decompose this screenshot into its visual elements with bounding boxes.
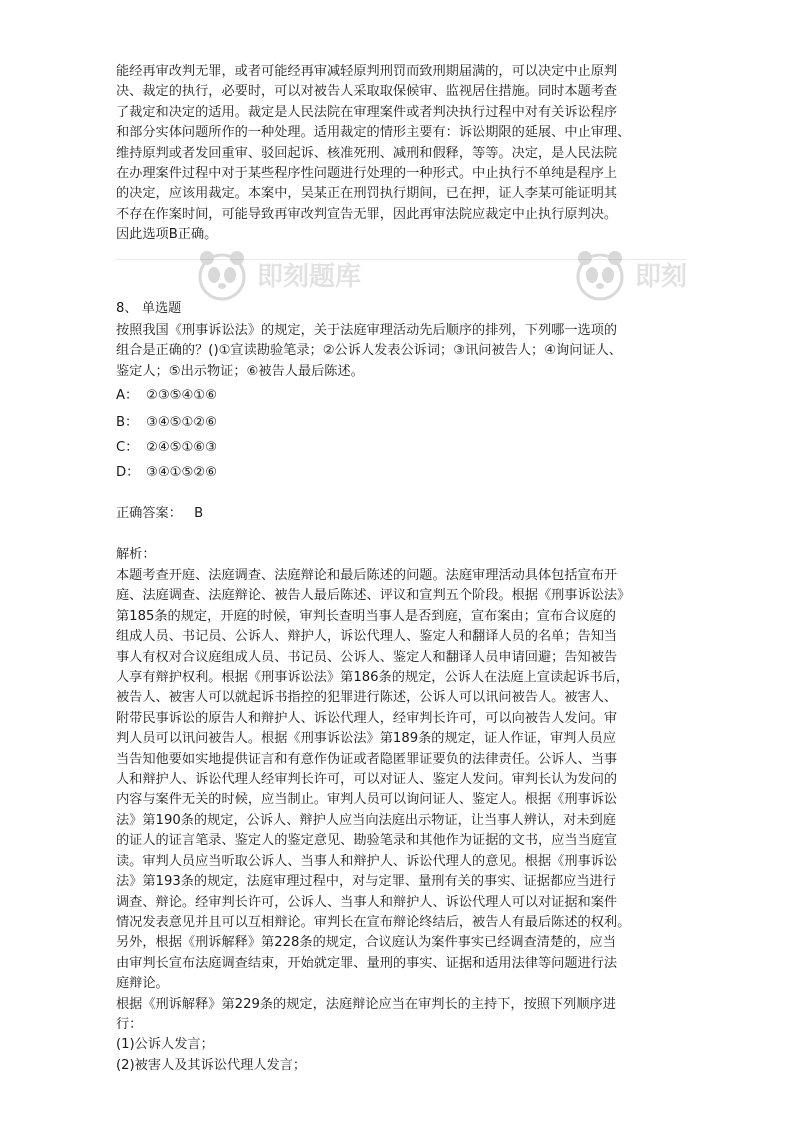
option-c-value: ②④⑤①⑥③ [146,440,217,455]
correct-answer-label: 正确答案： [116,506,182,521]
text-line: 庭辩论。 [116,976,169,992]
text-line: 维持原判或者发回重审、驳回起诉、核准死刑、减刑和假释，等等。决定，是人民法院 [116,145,618,161]
text-line: 决、裁定的执行，必要时，可以对被告人采取取保候审、监视居住措施。同时本题考查 [116,84,618,100]
text-line: 事人有权对合议庭组成人员、书记员、公诉人、鉴定人和翻译人员申请回避；告知被告 [116,649,618,665]
stem-line: 按照我国《刑事诉讼法》的规定，关于法庭审理活动先后顺序的排列，下列哪一选项的 [116,323,618,338]
text-line: 根据《刑诉解释》第229条的规定，法庭辩论应当在审判长的主持下，按照下列顺序进 [116,996,616,1012]
option-d[interactable] [116,461,217,480]
text-line: (1)公诉人发言； [116,1037,214,1053]
text-line: 的证人的证言笔录、鉴定人的鉴定意见、勘验笔录和其他作为证据的文书，应当当庭宣 [116,833,618,849]
text-line: 在办理案件过程中对于某些程序性问题进行处理的一种形式。中止执行不单纯是程序上 [116,166,618,182]
text-line: 不存在作案时间，可能导致再审改判宣告无罪，因此再审法院应裁定中止执行原判决。 [116,206,618,222]
option-a-value: ②③⑤④①⑥ [146,388,217,403]
text-line: 当告知他要如实地提供证言和有意作伪证或者隐匿罪证要负的法律责任。公诉人、当事 [116,751,618,767]
text-line: 调查、辩论。经审判长许可，公诉人、当事人和辩护人、诉讼代理人可以对证据和案件 [116,894,618,910]
question-stem [116,321,682,382]
watermark-right [573,248,693,308]
text-line: 人和辩护人、诉讼代理人经审判长许可，可以对证人、鉴定人发问。审判长认为发问的 [116,772,618,788]
text-line: 情况发表意见并且可以互相辩论。审判长在宣布辩论终结后，被告人有最后陈述的权利。 [116,914,631,930]
text-line: 读。审判人员应当听取公诉人、当事人和辩护人、诉讼代理人的意见。根据《刑事诉讼 [116,853,618,869]
text-line: 庭、法庭调查、法庭辩论、被告人最后陈述、评议和宣判五个阶段。根据《刑事诉讼法》 [116,588,631,604]
correct-answer [116,502,203,521]
text-line: 行： [116,1016,143,1032]
text-line: 判人员可以讯问被告人。根据《刑事诉讼法》第189条的规定，证人作证，审判人员应 [116,731,616,747]
text-line: 和部分实体问题所作的一种处理。适用裁定的情形主要有：诉讼期限的延展、中止审理、 [116,125,631,141]
correct-answer-value: B [194,506,204,521]
option-c[interactable] [116,436,217,455]
panda-logo-icon [195,248,249,302]
option-d-key: D： [116,465,140,480]
analysis-paragraph [116,566,682,1076]
watermark-left [195,248,362,308]
text-line: 由审判长宣布法庭调查结束，开始就定罪、量刑的事实、证据和适用法律等问题进行法 [116,955,618,971]
analysis-label: 解析： [116,547,156,562]
text-line: 能经再审改判无罪，或者可能经再审减轻原判刑罚而致刑期届满的，可以决定中止原判 [116,64,618,79]
text-line: 被告人、被害人可以就起诉书指控的犯罪进行陈述，公诉人可以讯问被告人。被害人、 [116,690,618,706]
option-b-value: ③④⑤①②⑥ [146,415,217,430]
stem-line: 组合是正确的？()①宣读勘验笔录；②公诉人发表公诉词；③讯问被告人；④询问证人、 [116,343,622,359]
watermark-text-right: 即刻 [635,262,688,292]
stem-line: 鉴定人；⑤出示物证；⑥被告人最后陈述。 [116,363,364,379]
option-b-key: B： [116,415,139,430]
question-number: 8、 单选题 [116,301,182,316]
text-line: 另外，根据《刑诉解释》第228条的规定，合议庭认为案件事实已经调查清楚的，应当 [116,935,616,951]
text-line: 法》第190条的规定，公诉人、辩护人应当向法庭出示物证，让当事人辨认，对未到庭 [116,812,616,828]
previous-analysis-paragraph [116,62,682,246]
watermark-text-left: 即刻题库 [257,262,362,292]
text-line: (2)被害人及其诉讼代理人发言； [116,1057,307,1073]
text-line: 本题考查开庭、法庭调查、法庭辩论和最后陈述的问题。法庭审理活动具体包括宣布开 [116,568,618,583]
text-line: 组成人员、书记员、公诉人、辩护人，诉讼代理人、鉴定人和翻译人员的名单；告知当 [116,629,618,645]
option-b[interactable] [116,411,217,430]
text-line: 第185条的规定，开庭的时候，审判长查明当事人是否到庭，宣布案由；宣布合议庭的 [116,608,616,624]
text-line: 内容与案件无关的时候，应当制止。审判人员可以询问证人、鉴定人。根据《刑事诉讼 [116,792,618,808]
text-line: 的决定，应该用裁定。本案中，吴某正在刑罚执行期间，已在押，证人李某可能证明其 [116,186,618,202]
option-a[interactable] [116,384,217,403]
text-line: 了裁定和决定的适用。裁定是人民法院在审理案件或者判决执行过程中对有关诉讼程序 [116,104,618,120]
text-line: 因此选项B正确。 [116,227,218,243]
text-line: 附带民事诉讼的原告人和辩护人、诉讼代理人，经审判长许可，可以向被告人发问。审 [116,710,618,726]
option-a-key: A： [116,388,139,403]
text-line: 人享有辩护权利。根据《刑事诉讼法》第186条的规定，公诉人在法庭上宣读起诉书后， [116,670,630,686]
option-d-value: ③④①⑤②⑥ [146,465,217,480]
panda-logo-icon [573,248,627,302]
option-c-key: C： [116,440,139,455]
text-line: 法》第193条的规定，法庭审理过程中，对与定罪、量刑有关的事实、证据都应当进行 [116,874,616,890]
